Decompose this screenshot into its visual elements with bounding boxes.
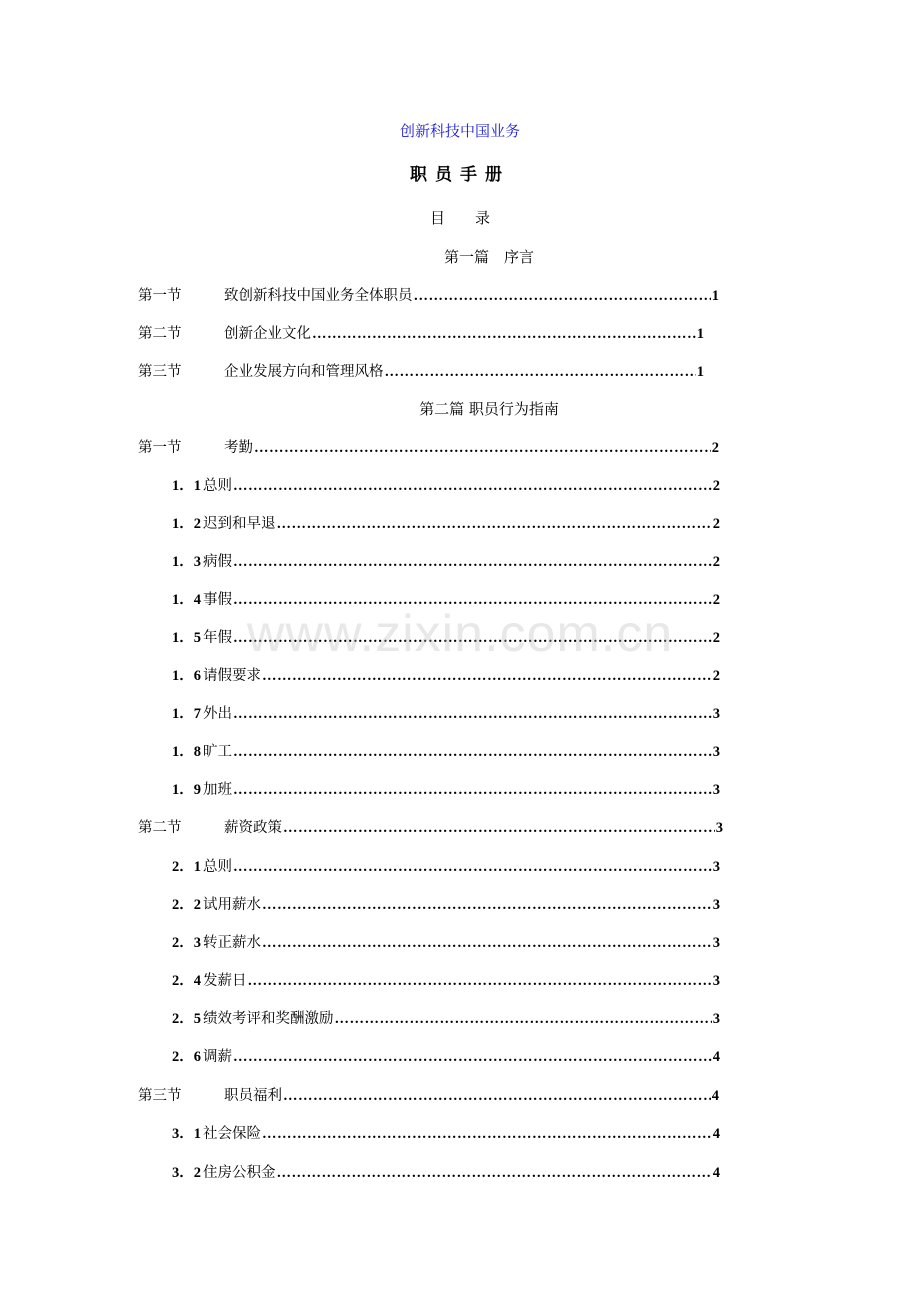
toc-entry-label: 企业发展方向和管理风格: [224, 364, 384, 380]
toc-leader-dots: [233, 630, 712, 647]
toc-section-number: 第三节: [138, 1088, 182, 1104]
toc-leader-dots: [262, 1126, 712, 1143]
toc-page-number: 1: [696, 364, 704, 380]
toc-page-number: 3: [712, 706, 720, 722]
toc-row-subsection[interactable]: [172, 855, 720, 875]
toc-subsection-number: 1．6: [172, 668, 201, 684]
toc-leader-dots: [254, 440, 711, 457]
toc-page-number: 4: [712, 1165, 720, 1181]
toc-entry-label: 创新企业文化: [224, 326, 311, 342]
toc-subsection-number: 2．2: [172, 897, 201, 913]
toc-subsection-number: 1．7: [172, 706, 201, 722]
toc-leader-dots: [233, 782, 712, 799]
toc-subsection-number: 2．3: [172, 935, 201, 951]
toc-row-subsection[interactable]: [172, 893, 720, 913]
toc-entry-label: 外出: [203, 706, 232, 722]
toc-leader-dots: [335, 1011, 712, 1028]
toc-entry-label: 年假: [203, 630, 232, 646]
toc-entry-label: 调薪: [203, 1049, 232, 1065]
toc-row-subsection[interactable]: [172, 664, 720, 684]
toc-section-number: 第三节: [138, 364, 182, 380]
toc-row-subsection[interactable]: [172, 931, 720, 951]
toc-page-number: 3: [712, 973, 720, 989]
toc-subsection-number: 2．4: [172, 973, 201, 989]
toc-page-number: 2: [712, 516, 720, 532]
toc-leader-dots: [233, 859, 712, 876]
toc-row-subsection[interactable]: [172, 474, 720, 494]
toc-subsection-number: 2．6: [172, 1049, 201, 1065]
toc-entry-label: 迟到和早退: [203, 516, 276, 532]
toc-subsection-number: 3．2: [172, 1165, 201, 1181]
toc-row-section[interactable]: [138, 436, 719, 456]
toc-subsection-number: 1．1: [172, 478, 201, 494]
toc-entry-label: 加班: [203, 782, 232, 798]
toc-section-number: 第二节: [138, 820, 182, 836]
toc-row-subsection[interactable]: [172, 1007, 720, 1027]
toc-page-number: 2: [712, 554, 720, 570]
toc-entry-label: 薪资政策: [224, 820, 282, 836]
toc-page-number: 4: [712, 1049, 720, 1065]
toc-entry-label: 请假要求: [203, 668, 261, 684]
part-heading-2: 第二篇 职员行为指南: [419, 400, 559, 418]
toc-row-subsection[interactable]: [172, 702, 720, 722]
toc-row-subsection[interactable]: [172, 588, 720, 608]
toc-entry-label: 考勤: [224, 440, 253, 456]
toc-leader-dots: [283, 1088, 711, 1105]
toc-entry-label: 职员福利: [224, 1088, 282, 1104]
toc-page-number: 3: [712, 1011, 720, 1027]
toc-leader-dots: [233, 744, 712, 761]
toc-subsection-number: 2．5: [172, 1011, 201, 1027]
toc-row-section[interactable]: [138, 816, 723, 836]
toc-title: [0, 207, 920, 228]
part-heading-1: 第一篇 序言: [443, 248, 534, 266]
toc-row-subsection[interactable]: [172, 1122, 720, 1142]
toc-entry-label: 转正薪水: [203, 935, 261, 951]
toc-page-number: 3: [712, 744, 720, 760]
toc-page-number: 2: [712, 630, 720, 646]
toc-page-number: 2: [712, 592, 720, 608]
toc-subsection-number: 1．9: [172, 782, 201, 798]
toc-page-number: 4: [712, 1126, 720, 1142]
toc-page-number: 1: [711, 288, 719, 304]
toc-leader-dots: [262, 935, 712, 952]
toc-leader-dots: [312, 326, 696, 343]
toc-row-subsection[interactable]: [172, 740, 720, 760]
toc-leader-dots: [385, 364, 696, 381]
toc-section-number: 第一节: [138, 288, 182, 304]
toc-page-number: 2: [711, 440, 719, 456]
toc-row-section[interactable]: [138, 284, 719, 304]
toc-leader-dots: [248, 973, 712, 990]
toc-row-subsection[interactable]: [172, 1161, 720, 1181]
toc-entry-label: 社会保险: [203, 1126, 261, 1142]
toc-leader-dots: [262, 668, 712, 685]
toc-leader-dots: [414, 288, 711, 305]
toc-row-subsection[interactable]: [172, 512, 720, 532]
toc-leader-dots: [283, 820, 715, 837]
toc-title-left: 目: [429, 209, 445, 227]
toc-section-number: 第一节: [138, 440, 182, 456]
toc-row-section[interactable]: [138, 1084, 719, 1104]
toc-entry-label: 致创新科技中国业务全体职员: [224, 288, 413, 304]
toc-leader-dots: [233, 592, 712, 609]
toc-subsection-number: 1．3: [172, 554, 201, 570]
toc-leader-dots: [233, 1049, 712, 1066]
toc-entry-label: 总则: [203, 859, 232, 875]
toc-page-number: 3: [712, 782, 720, 798]
toc-leader-dots: [277, 1165, 712, 1182]
toc-entry-label: 绩效考评和奖酬激励: [203, 1011, 334, 1027]
toc-entry-label: 病假: [203, 554, 232, 570]
toc-entry-label: 旷工: [203, 744, 232, 760]
toc-leader-dots: [233, 706, 712, 723]
toc-entry-label: 总则: [203, 478, 232, 494]
manual-title: 职员手册: [410, 165, 510, 185]
toc-entry-label: 住房公积金: [203, 1165, 276, 1181]
toc-row-subsection[interactable]: [172, 1045, 720, 1065]
toc-page-number: 2: [712, 668, 720, 684]
watermark: www.zixin.com.cn: [246, 605, 674, 663]
toc-row-subsection[interactable]: [172, 626, 720, 646]
toc-entry-label: 试用薪水: [203, 897, 261, 913]
toc-row-subsection[interactable]: [172, 778, 720, 798]
toc-row-section[interactable]: [138, 360, 704, 380]
toc-page-number: 2: [712, 478, 720, 494]
toc-subsection-number: 1．4: [172, 592, 201, 608]
toc-entry-label: 发薪日: [203, 973, 247, 989]
toc-row-section[interactable]: [138, 322, 704, 342]
toc-leader-dots: [233, 478, 712, 495]
toc-row-subsection[interactable]: [172, 969, 720, 989]
toc-subsection-number: 1．8: [172, 744, 201, 760]
toc-leader-dots: [262, 897, 712, 914]
toc-row-subsection[interactable]: [172, 550, 720, 570]
company-name: 创新科技中国业务: [399, 122, 520, 140]
toc-leader-dots: [233, 554, 712, 571]
toc-page-number: 3: [715, 820, 723, 836]
toc-page-number: 1: [696, 326, 704, 342]
toc-page-number: 3: [712, 935, 720, 951]
toc-section-number: 第二节: [138, 326, 182, 342]
toc-entry-label: 事假: [203, 592, 232, 608]
toc-subsection-number: 3．1: [172, 1126, 201, 1142]
toc-leader-dots: [277, 516, 712, 533]
toc-page-number: 3: [712, 859, 720, 875]
toc-page-number: 4: [711, 1088, 719, 1104]
toc-subsection-number: 1．5: [172, 630, 201, 646]
toc-title-right: 录: [475, 209, 491, 227]
toc-subsection-number: 1．2: [172, 516, 201, 532]
toc-page-number: 3: [712, 897, 720, 913]
toc-subsection-number: 2．1: [172, 859, 201, 875]
